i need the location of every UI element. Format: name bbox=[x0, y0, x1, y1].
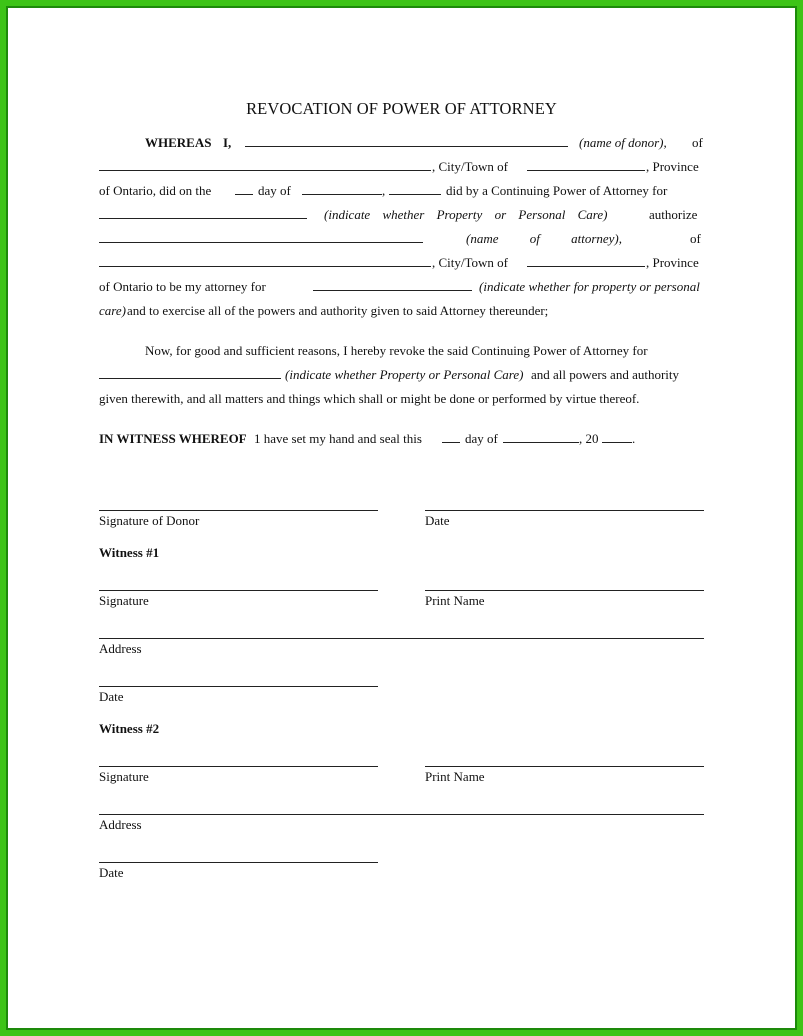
all-powers-text: and all powers and authority bbox=[531, 367, 680, 382]
w1-signature-line[interactable] bbox=[99, 590, 378, 591]
w2-signature-label: Signature bbox=[99, 769, 149, 784]
hand-seal-text: 1 have set my hand and seal this bbox=[254, 431, 422, 446]
exercise-powers-text: and to exercise all of the powers and authority given to said Attorney thereunder; bbox=[127, 303, 549, 318]
donor-date-label: Date bbox=[425, 513, 450, 528]
of-text-2: of bbox=[690, 231, 701, 246]
poa-type-hint: (indicate whether Property or Personal Care) bbox=[324, 207, 608, 222]
city-town-text: , City/Town of bbox=[432, 159, 509, 174]
donor-signature-label: Signature of Donor bbox=[99, 513, 200, 528]
w2-print-name-label: Print Name bbox=[425, 769, 485, 784]
period-text: . bbox=[632, 431, 636, 446]
witness1-heading: Witness #1 bbox=[99, 545, 160, 560]
w1-address-line[interactable] bbox=[99, 638, 704, 639]
w1-address-label: Address bbox=[99, 641, 142, 656]
w2-address-line[interactable] bbox=[99, 814, 704, 815]
in-witness-whereof-text: IN WITNESS WHEREOF bbox=[99, 431, 247, 446]
w2-date-line[interactable] bbox=[99, 862, 378, 863]
care-hint: care) bbox=[99, 303, 126, 318]
revoke-type-hint: (indicate whether Property or Personal Care) bbox=[285, 367, 524, 382]
w1-date-line[interactable] bbox=[99, 686, 378, 687]
w1-print-name-label: Print Name bbox=[425, 593, 485, 608]
witness2-heading: Witness #2 bbox=[99, 721, 160, 736]
w1-print-name-line[interactable] bbox=[425, 590, 704, 591]
w2-address-label: Address bbox=[99, 817, 142, 832]
para1-line7 bbox=[99, 279, 704, 297]
name-of-attorney-hint: (name of attorney), bbox=[466, 231, 623, 246]
revoke-text: Now, for good and sufficient reasons, I hereby revoke the said Continuing Power of Attorney for bbox=[145, 343, 648, 358]
witness-day-of-text: day of bbox=[465, 431, 498, 446]
witness-clause bbox=[99, 431, 704, 449]
continuing-poa-text: did by a Continuing Power of Attorney for bbox=[446, 183, 668, 198]
day-of-text: day of bbox=[258, 183, 291, 198]
donor-signature-line[interactable] bbox=[99, 510, 378, 511]
twenty-text: , 20 bbox=[579, 431, 599, 446]
property-personal-hint: (indicate whether for property or personal bbox=[479, 279, 700, 294]
w1-date-label: Date bbox=[99, 689, 124, 704]
w1-signature-label: Signature bbox=[99, 593, 149, 608]
name-of-donor-hint: (name of donor), bbox=[579, 135, 667, 150]
para2-line3 bbox=[99, 391, 704, 409]
para1-line1 bbox=[99, 135, 704, 153]
w2-signature-line[interactable] bbox=[99, 766, 378, 767]
province-text-2: , Province bbox=[646, 255, 699, 270]
para1-line4 bbox=[99, 207, 704, 225]
para1-line3 bbox=[99, 183, 704, 201]
para1-line6 bbox=[99, 255, 704, 273]
comma-text: , bbox=[382, 183, 386, 198]
w2-date-label: Date bbox=[99, 865, 124, 880]
para2-line2 bbox=[99, 367, 704, 385]
whereas-text: WHEREAS bbox=[145, 135, 212, 150]
document-title: REVOCATION OF POWER OF ATTORNEY bbox=[246, 99, 557, 118]
para1-line8 bbox=[99, 303, 704, 321]
para1-line2 bbox=[99, 159, 704, 177]
donor-date-line[interactable] bbox=[425, 510, 704, 511]
given-therewith-text: given therewith, and all matters and things which shall or might be done or performed by virtue thereof. bbox=[99, 391, 640, 406]
para1-line5 bbox=[99, 231, 704, 249]
city-town-text-2: , City/Town of bbox=[432, 255, 509, 270]
i-text: I, bbox=[223, 135, 232, 150]
of-text: of bbox=[692, 135, 703, 150]
para2-line1 bbox=[99, 343, 704, 361]
authorize-text: authorize bbox=[649, 207, 698, 222]
attorney-for-text: of Ontario to be my attorney for bbox=[99, 279, 266, 294]
ontario-text: of Ontario, did on the bbox=[99, 183, 212, 198]
w2-print-name-line[interactable] bbox=[425, 766, 704, 767]
province-text: , Province bbox=[646, 159, 699, 174]
